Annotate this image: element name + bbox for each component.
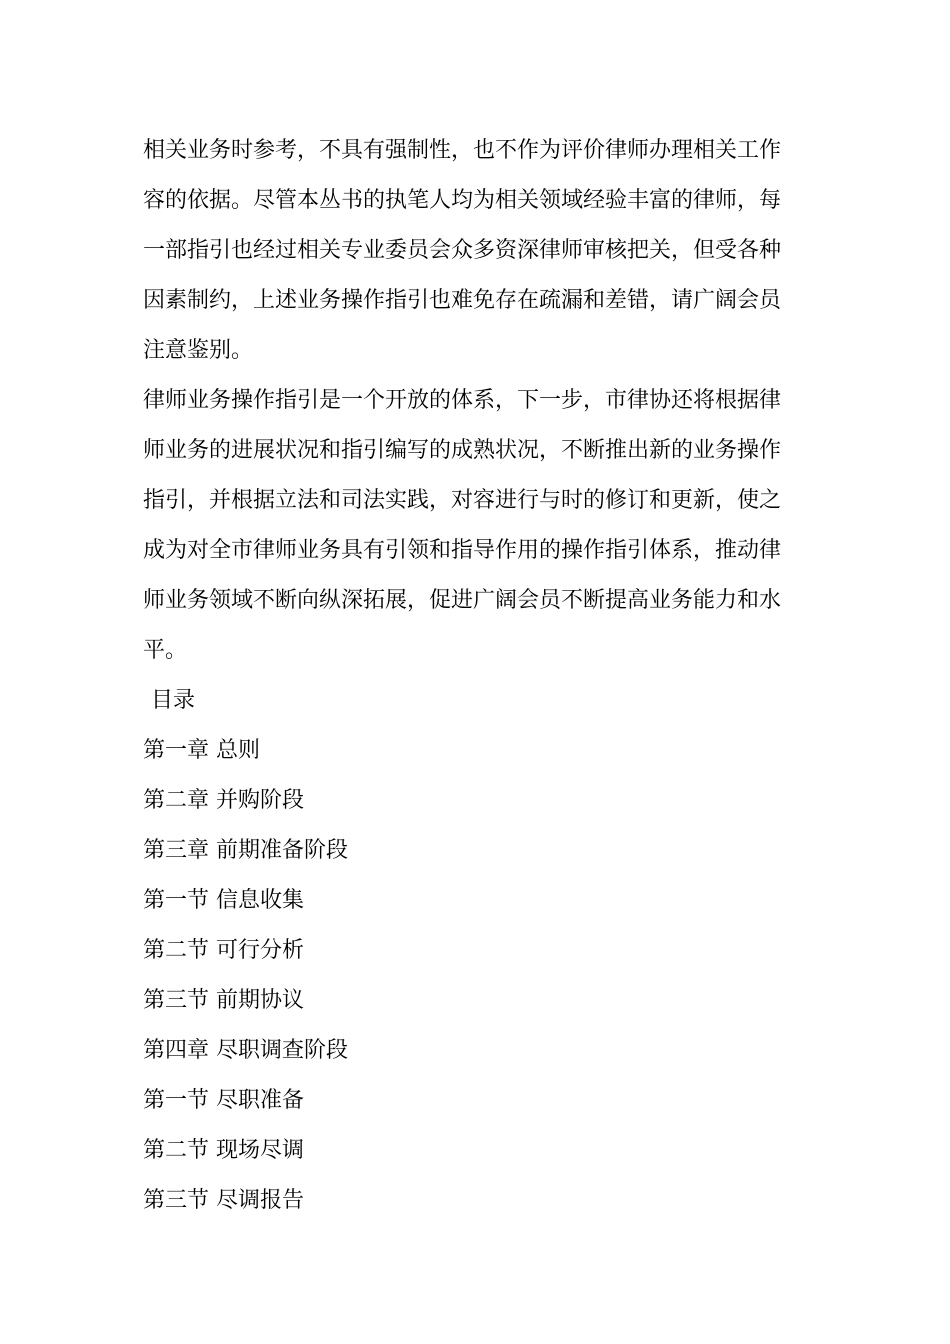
paragraph-disclaimer	[143, 126, 807, 376]
toc-entry: 第一章 总则	[143, 738, 260, 763]
toc-entry: 第三章 前期准备阶段	[143, 838, 348, 863]
text-line: 容的依据。尽管本丛书的执笔人均为相关领域经验丰富的律师，每	[143, 188, 782, 213]
text-line: 指引，并根据立法和司法实践，对容进行与时的修订和更新，使之	[143, 488, 782, 513]
text-line: 师业务的进展状况和指引编写的成熟状况，不断推出新的业务操作	[143, 438, 782, 463]
toc-entry: 第二节 可行分析	[143, 938, 304, 963]
toc-entry: 第二章 并购阶段	[143, 788, 304, 813]
document-page	[143, 126, 807, 1226]
toc-entry: 第三节 前期协议	[143, 988, 304, 1013]
paragraph-outlook	[143, 376, 807, 676]
toc-title: 目录	[151, 688, 196, 713]
table-of-contents	[143, 676, 807, 1226]
text-line: 注意鉴别。	[143, 338, 254, 363]
toc-entry: 第三节 尽调报告	[143, 1188, 304, 1213]
text-line: 一部指引也经过相关专业委员会众多资深律师审核把关，但受各种	[143, 238, 782, 263]
toc-entry: 第一节 信息收集	[143, 888, 304, 913]
text-line: 律师业务操作指引是一个开放的体系，下一步，市律协还将根据律	[143, 388, 782, 413]
text-line: 成为对全市律师业务具有引领和指导作用的操作指引体系，推动律	[143, 538, 782, 563]
toc-entry: 第一节 尽职准备	[143, 1088, 304, 1113]
text-line: 师业务领域不断向纵深拓展，促进广阔会员不断提高业务能力和水	[143, 588, 782, 613]
text-line: 相关业务时参考，不具有强制性，也不作为评价律师办理相关工作	[143, 138, 782, 163]
text-line: 因素制约，上述业务操作指引也难免存在疏漏和差错，请广阔会员	[143, 288, 782, 313]
text-line: 平。	[143, 638, 188, 663]
toc-entry: 第四章 尽职调查阶段	[143, 1038, 348, 1063]
toc-entry: 第二节 现场尽调	[143, 1138, 304, 1163]
